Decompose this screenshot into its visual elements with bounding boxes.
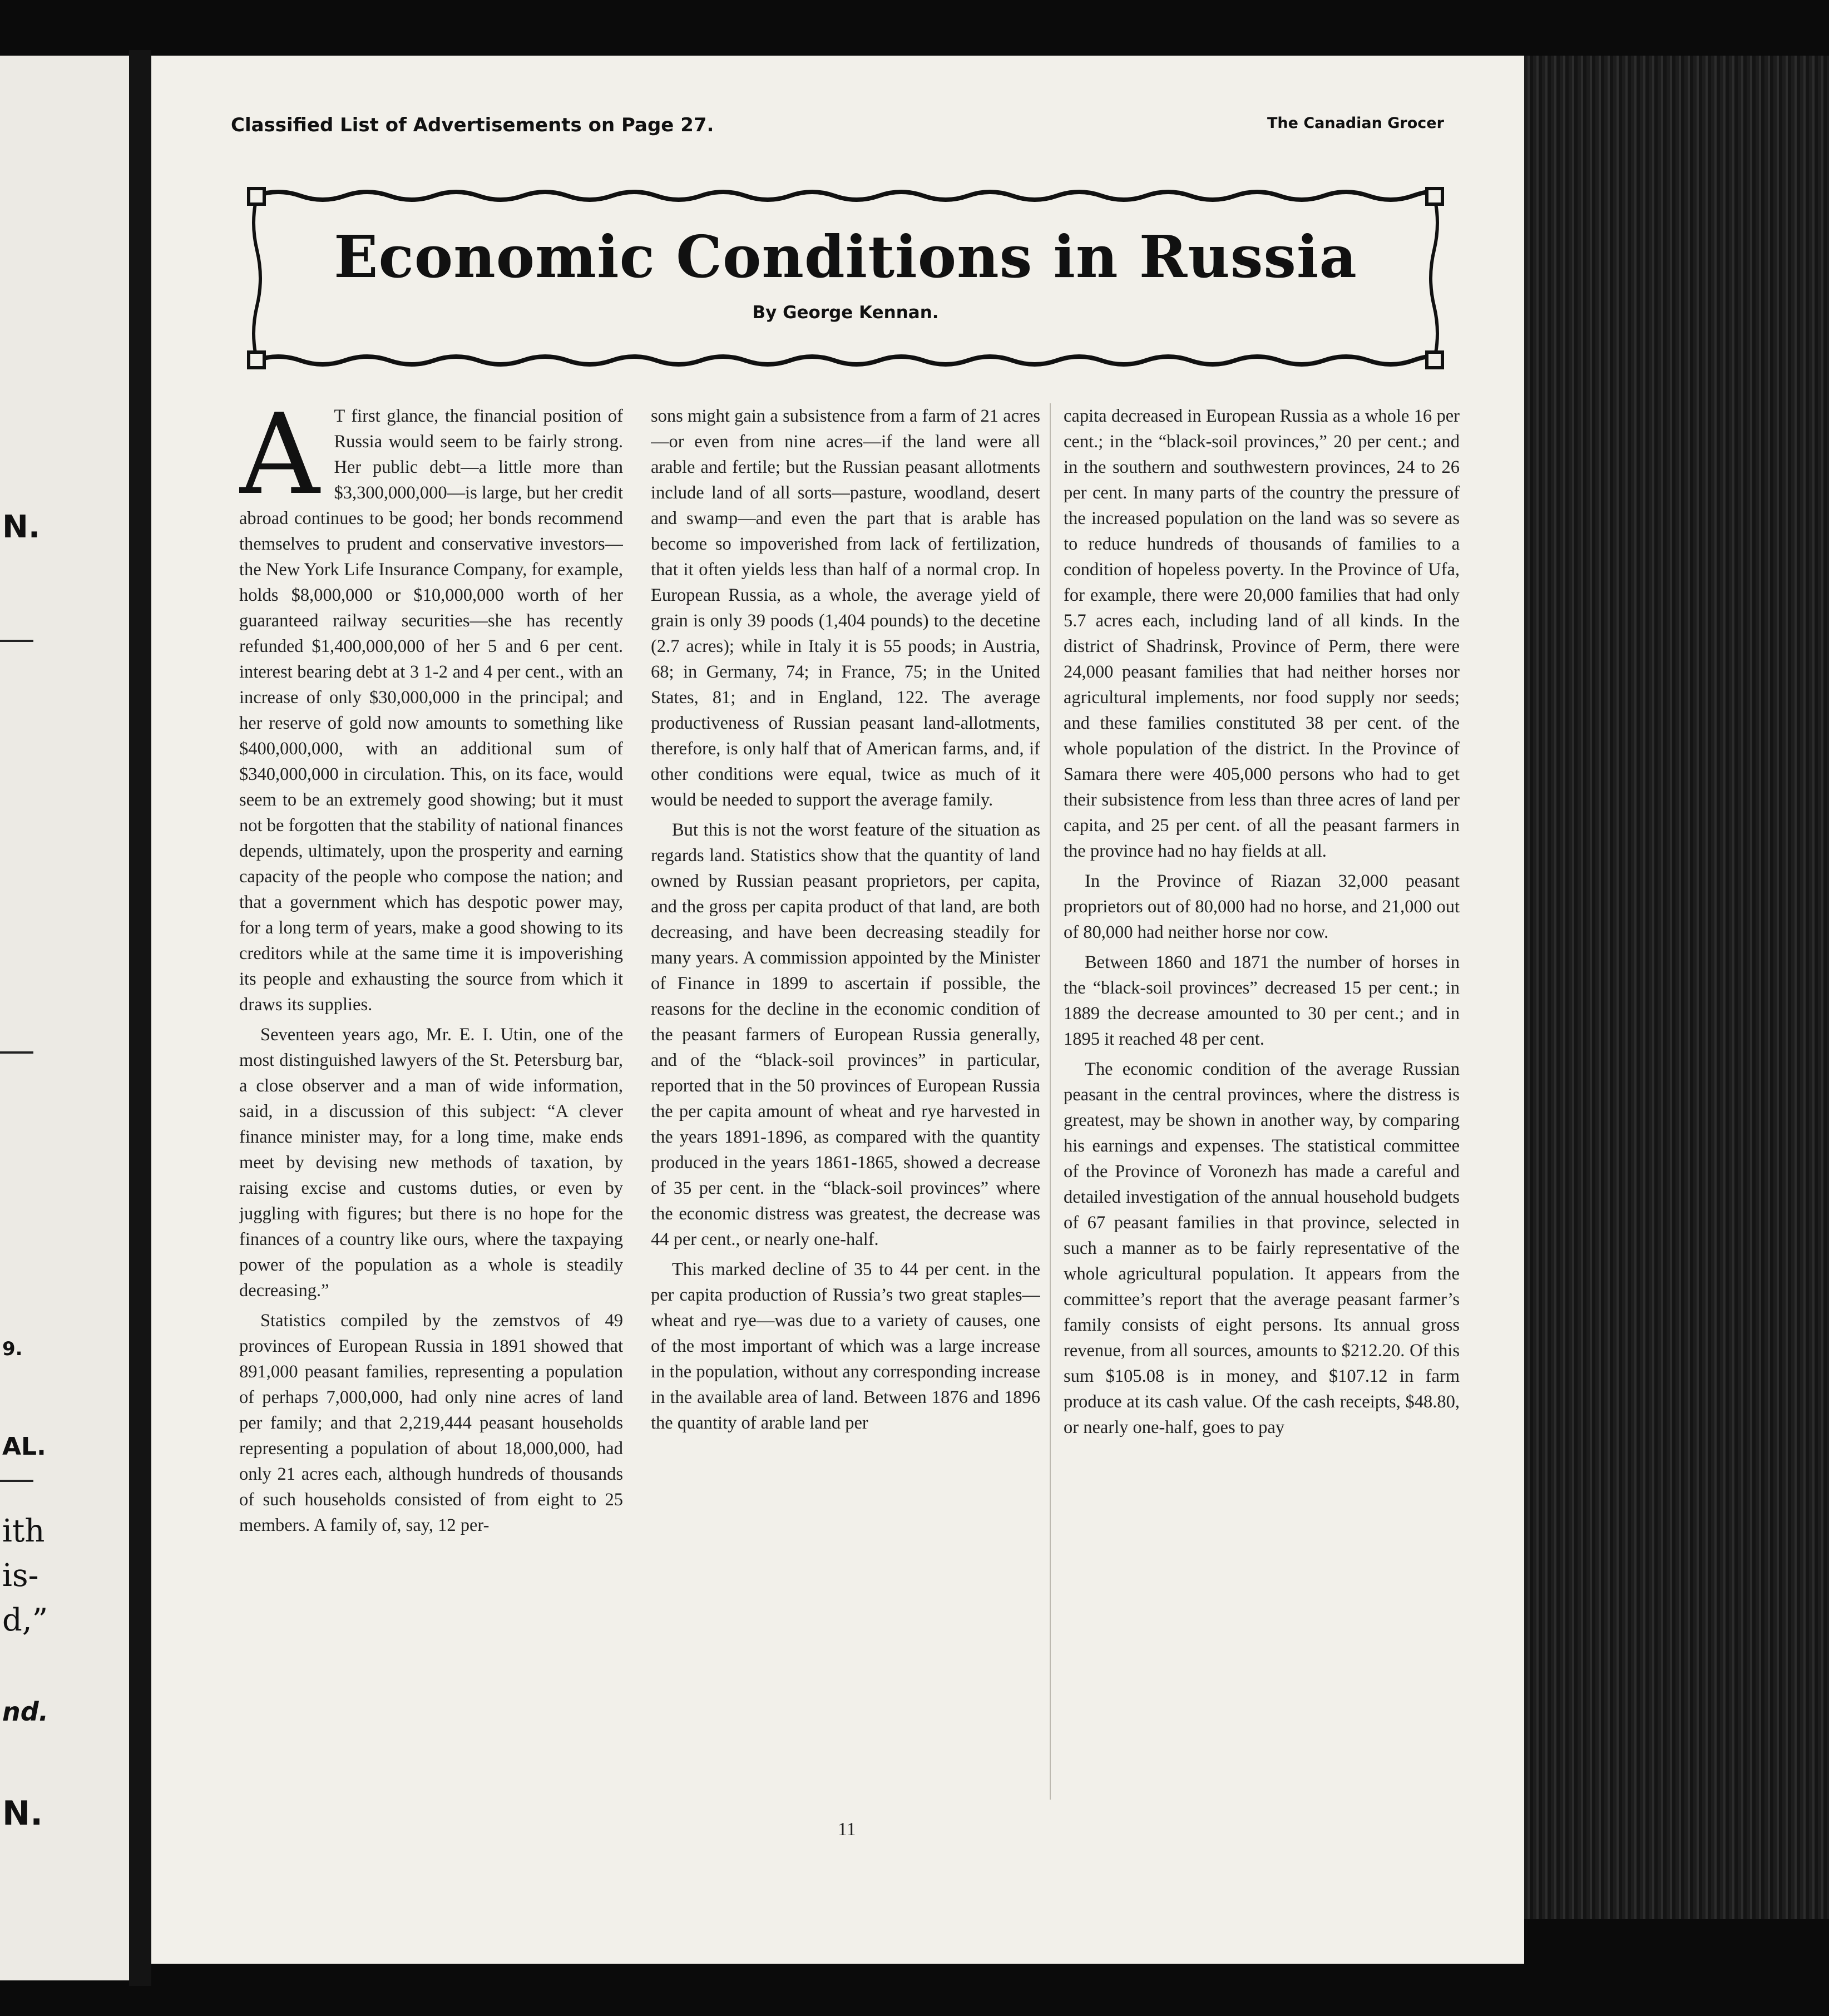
left-page-fragment: N. (2, 1794, 43, 1833)
paragraph (239, 403, 623, 1017)
running-header-right: The Canadian Grocer (1267, 115, 1444, 132)
page-number: 11 (838, 1819, 856, 1840)
paragraph-text: T first glance, the financial position of Russia would seem to be fairly strong. Her public debt—a little more than $3,300,000,000—is large, but her credit abroad continues to be good; her bonds recommend themselves to prudent and conservative investors—the New York Life Insurance Company, for example, holds $8,000,000 or $10,000,000 worth of her guaranteed railway securities—she has recently refunded $1,400,000,000 of her 5 and 6 per cent. interest bearing debt at 3 1-2 and 4 per cent., with an increase of only $30,000,000 in the principal; and her reserve of gold now amounts to something like $400,000,000, with an additional sum of $340,000,000 in circulation. This, on its face, would seem to be an extremely good showing; but it must not be forgotten that the stability of national finances depends, ultimately, upon the prosperity and earning capacity of the people who compose the nation; and that a government which has despotic power may, for a long term of years, make a good showing to its creditors while at the same time it is impoverishing its people and exhausting the source from which it draws its supplies. (239, 406, 623, 1015)
paragraph: sons might gain a subsistence from a farm of 21 acres—or even from nine acres—if the land were all arable and fertile; but the Russian peasant allotments include land of all sorts—pasture, woodland, desert and swamp—and even the part that is arable has become so impoverished from lack of fertilization, that it often yields less than half of a normal crop. In European Russia, as a whole, the average yield of grain is only 39 poods (1,404 pounds) to the decetine (2.7 acres); while in Italy it is 55 poods; in Austria, 68; in Germany, 74; in France, 75; in the United States, 81; and in England, 122. The average productiveness of Russian peasant land-allotments, therefore, is only half that of American farms, and, if other conditions were equal, twice as much of it would be needed to support the average family. (651, 406, 1040, 810)
paragraph: The economic condition of the average Russian peasant in the central provinces, where the distress is greatest, may be shown in another way, by comparing his earnings and expenses. The statistical committee of the Province of Voronezh has made a careful and detailed investigation of the annual household budgets of 67 peasant families in that province, selected in such a manner as to be fairly representative of the whole agricultural population. It appears from the committee’s report that the average peasant farmer’s family consists of eight persons. Its annual gross revenue, from all sources, amounts to $212.20. Of this sum $105.08 is in money, and $107.12 in farm produce at its cash value. Of the cash receipts, $48.80, or nearly one-half, goes to pay (1064, 1059, 1460, 1437)
paragraph: Between 1860 and 1871 the number of horses in the “black-soil provinces” decreased 15 per cent.; in 1889 the decrease amounted to 30 per cent.; and in 1895 it reached 48 per cent. (1064, 952, 1460, 1049)
left-page-fragment: 9. (2, 1338, 23, 1360)
paragraph: This marked decline of 35 to 44 per cent. in the per capita production of Russia’s two great staples—wheat and rye—was due to a variety of causes, one of the most important of which was a large increase in the population, without any corresponding increase in the available area of land. Between 1876 and 1896 the quantity of arable land per (651, 1259, 1040, 1433)
article-title: Economic Conditions in Russia (334, 223, 1357, 291)
paragraph: Seventeen years ago, Mr. E. I. Utin, one of the most distinguished lawyers of the St. Petersburg bar, a close observer and a man of wide information, said, in a discussion of this subject: “A clever finance minister may, for a long time, make ends meet by devising new methods of taxation, by raising excise and customs duties, or even by juggling with figures; but there is no hope for the finances of a country like ours, where the taxpaying power of the population as a whole is steadily decreasing.” (239, 1025, 623, 1301)
paragraph: capita decreased in European Russia as a whole 16 per cent.; in the “black-soil provinces,” 20 per cent.; and in the southern and southwestern provinces, 24 to 26 per cent. In many parts of the country the pressure of the increased population on the land was so severe as to reduce hundreds of thousands of families to a condition of hopeless poverty. In the Province of Ufa, for example, there were 20,000 families that had only 5.7 acres each, including land of all kinds. In the district of Shadrinsk, Province of Perm, there were 24,000 peasant families that had neither horses nor agricultural implements, nor food supply nor seeds; and these families constituted 38 per cent. of the whole population of the district. In the Province of Samara there were 405,000 persons who had to get their subsistence from less than three acres of land per capita, and 25 per cent. of all the peasant farmers in the province had no hay fields at all. (1064, 406, 1460, 861)
running-header-left: Classified List of Advertisements on Page 27. (231, 114, 714, 136)
paragraph: In the Province of Riazan 32,000 peasant proprietors out of 80,000 had no horse, and 21,000 out of 80,000 had neither horse nor cow. (1064, 871, 1460, 942)
article-byline: By George Kennan. (752, 303, 939, 323)
article-column-3 (1064, 403, 1460, 1816)
article-column-2 (651, 403, 1040, 1816)
title-ornamental-frame (245, 184, 1446, 373)
drop-cap: A (239, 403, 320, 520)
left-page-fragment: N. (2, 509, 41, 545)
page-gutter (129, 50, 151, 1986)
left-page-fragment: AL. (2, 1432, 46, 1461)
column-divider (1050, 403, 1051, 1800)
paragraph: Statistics compiled by the zemstvos of 49 provinces of European Russia in 1891 showed that 891,000 peasant families, representing a population of perhaps 7,000,000, had only nine acres of land per family; and that 2,219,444 peasant households representing a population of about 18,000,000, had only 21 acres each, although hundreds of thousands of such households consisted of from eight to 25 members. A family of, say, 12 per- (239, 1311, 623, 1535)
left-page-rule (0, 640, 33, 642)
article-column-1 (239, 403, 623, 1816)
book-edge (1524, 56, 1829, 1919)
left-page-fragment: d,” (2, 1602, 48, 1638)
left-page-fragment: ith (2, 1513, 45, 1549)
left-page-rule (0, 1480, 33, 1482)
left-page-rule (0, 1051, 33, 1054)
left-page-fragment: is- (2, 1558, 39, 1594)
paragraph: But this is not the worst feature of the situation as regards land. Statistics show that the quantity of land owned by Russian peasant proprietors, per capita, and the gross per capita product of that land, are both decreasing, and have been decreasing steadily for many years. A commission appointed by the Minister of Finance in 1899 to ascertain if possible, the reasons for the decline in the economic condition of the peasant farmers of European Russia generally, and of the “black-soil provinces” in particular, reported that in the 50 provinces of European Russia the per capita amount of wheat and rye harvested in the years 1891-1896, as compared with the quantity produced in the years 1861-1865, showed a decrease of 35 per cent. in the “black-soil provinces” where the economic distress was greatest, the decrease was 44 per cent., or nearly one-half. (651, 820, 1040, 1249)
adjacent-page (0, 56, 129, 1980)
left-page-fragment: nd. (2, 1697, 49, 1727)
